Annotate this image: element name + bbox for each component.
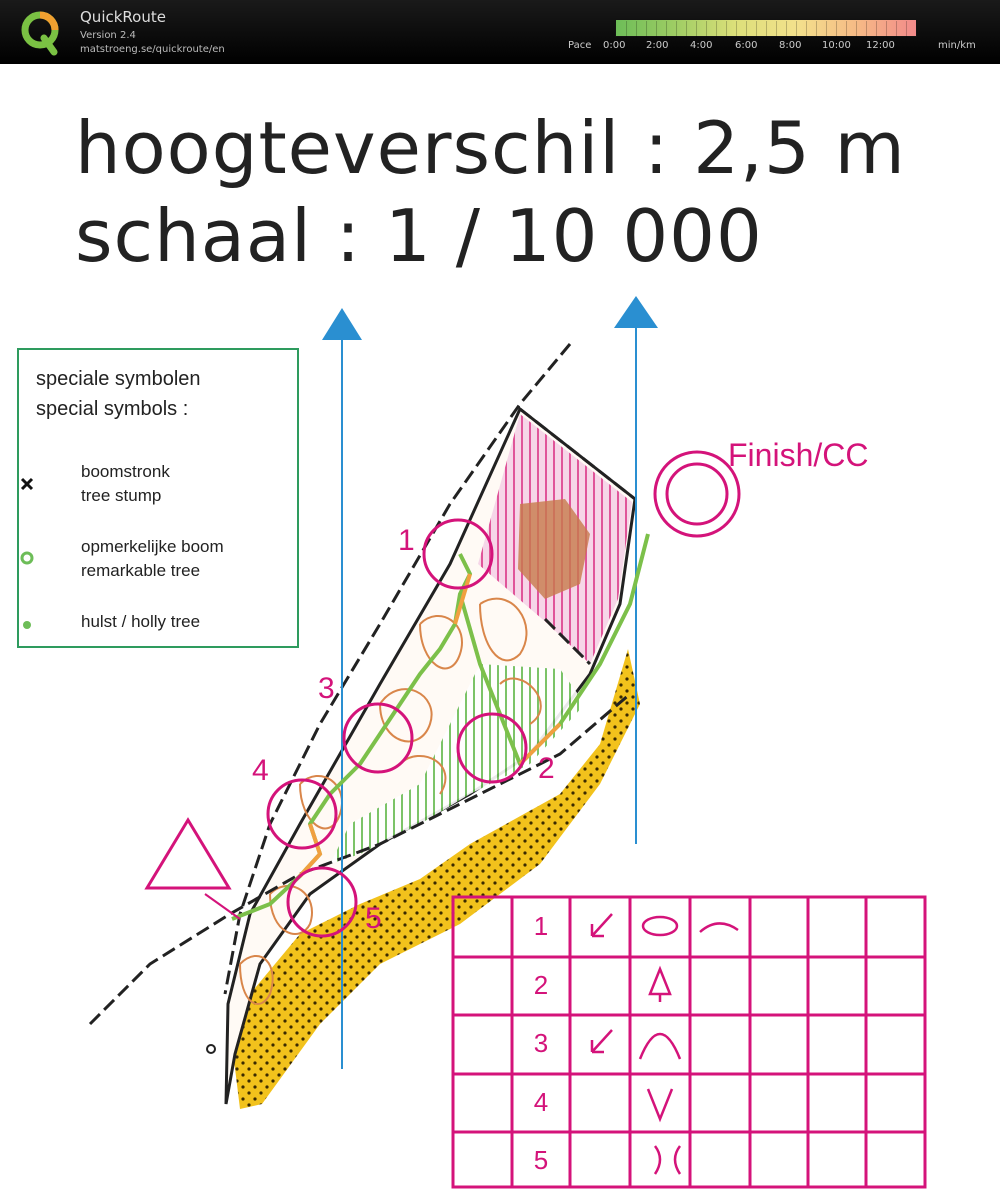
pace-scale-cell-divider	[766, 21, 767, 37]
pace-scale-cell-divider	[746, 21, 747, 37]
pace-scale-cell-divider	[656, 21, 657, 37]
pace-tick: 6:00	[735, 40, 758, 51]
quickroute-header	[0, 0, 1000, 64]
re-entrant-icon	[648, 1089, 672, 1119]
control-number: 5	[365, 902, 382, 935]
finish-label: Finish/CC	[728, 437, 869, 473]
quickroute-logo-icon	[18, 8, 62, 56]
green-dot-icon	[19, 617, 35, 633]
pace-tick: 2:00	[646, 40, 669, 51]
pace-scale-cell-divider	[836, 21, 837, 37]
description-row-number: 3	[533, 1028, 549, 1058]
pace-tick: 12:00	[866, 40, 895, 51]
legend-title-en: special symbols :	[36, 398, 189, 420]
description-row-number: 5	[533, 1145, 549, 1175]
pace-scale-cell-divider	[906, 21, 907, 37]
pace-scale-cell-divider	[716, 21, 717, 37]
x-mark-icon	[19, 476, 35, 492]
start-triangle-icon	[147, 820, 229, 888]
legend-item-1	[81, 460, 170, 508]
legend-item-2	[81, 535, 224, 583]
pace-scale-cell-divider	[886, 21, 887, 37]
pace-tick: 10:00	[822, 40, 851, 51]
pace-scale-cell-divider	[826, 21, 827, 37]
pace-scale-cell-divider	[866, 21, 867, 37]
description-symbols	[592, 914, 738, 1174]
map-title-contour: hoogteverschil : 2,5 m	[75, 106, 906, 190]
arrow-sw-icon	[592, 914, 612, 936]
pace-scale-cell-divider	[856, 21, 857, 37]
pace-scale-cell-divider	[696, 21, 697, 37]
pace-scale-cell-divider	[736, 21, 737, 37]
legend-item-nl: opmerkelijke boom	[81, 537, 224, 556]
map-title-scale: schaal : 1 / 10 000	[75, 194, 763, 278]
pace-scale-cell-divider	[896, 21, 897, 37]
pace-scale-cell-divider	[796, 21, 797, 37]
control-number: 3	[318, 672, 335, 705]
description-row-number: 1	[533, 911, 549, 941]
pace-label: Pace	[568, 40, 592, 51]
pace-scale-cell-divider	[776, 21, 777, 37]
control-number: 4	[252, 754, 269, 787]
pace-scale-cell-divider	[876, 21, 877, 37]
arrow-sw-icon	[592, 1030, 612, 1052]
legend-title-nl: speciale symbolen	[36, 368, 201, 390]
north-arrow-icon	[322, 308, 362, 340]
ridge-icon	[700, 923, 738, 932]
control-number: 1	[398, 524, 415, 557]
app-version: Version 2.4	[80, 30, 136, 41]
pace-scale-cell-divider	[666, 21, 667, 37]
description-row-number: 4	[533, 1087, 549, 1117]
pace-scale-cell-divider	[806, 21, 807, 37]
pace-scale-cell-divider	[626, 21, 627, 37]
app-name: QuickRoute	[80, 8, 166, 26]
spot-feature	[207, 1045, 215, 1053]
pace-scale-cell-divider	[686, 21, 687, 37]
pace-unit: min/km	[938, 40, 976, 51]
pace-tick: 0:00	[603, 40, 626, 51]
depression-icon	[643, 917, 677, 935]
tree-icon	[650, 969, 670, 1002]
pace-scale-cell-divider	[816, 21, 817, 37]
pace-scale-cell-divider	[726, 21, 727, 37]
pace-scale-cell-divider	[786, 21, 787, 37]
legend-item-en: tree stump	[81, 486, 162, 505]
gap-icon	[655, 1146, 680, 1174]
pace-tick: 4:00	[690, 40, 713, 51]
control-number: 2	[538, 752, 555, 785]
description-row-number: 2	[533, 970, 549, 1000]
legend-item-3: hulst / holly tree	[81, 612, 201, 631]
pace-scale-cell-divider	[676, 21, 677, 37]
orienteering-map[interactable]	[0, 64, 1000, 1195]
green-ring-icon	[19, 550, 35, 566]
pace-scale-cell-divider	[646, 21, 647, 37]
legend-item-nl: boomstronk	[81, 462, 170, 481]
pace-scale-cell-divider	[756, 21, 757, 37]
special-symbols-legend	[17, 348, 299, 648]
knoll-icon	[640, 1034, 680, 1059]
pace-scale-cell-divider	[706, 21, 707, 37]
pace-color-scale	[615, 19, 917, 37]
pace-scale-cell-divider	[846, 21, 847, 37]
legend-item-en: remarkable tree	[81, 561, 201, 580]
app-url: matstroeng.se/quickroute/en	[80, 44, 225, 55]
pace-tick: 8:00	[779, 40, 802, 51]
pace-scale-cell-divider	[636, 21, 637, 37]
finish-circle-icon	[655, 452, 739, 536]
north-arrow-icon	[614, 296, 658, 328]
course-line	[205, 894, 240, 919]
